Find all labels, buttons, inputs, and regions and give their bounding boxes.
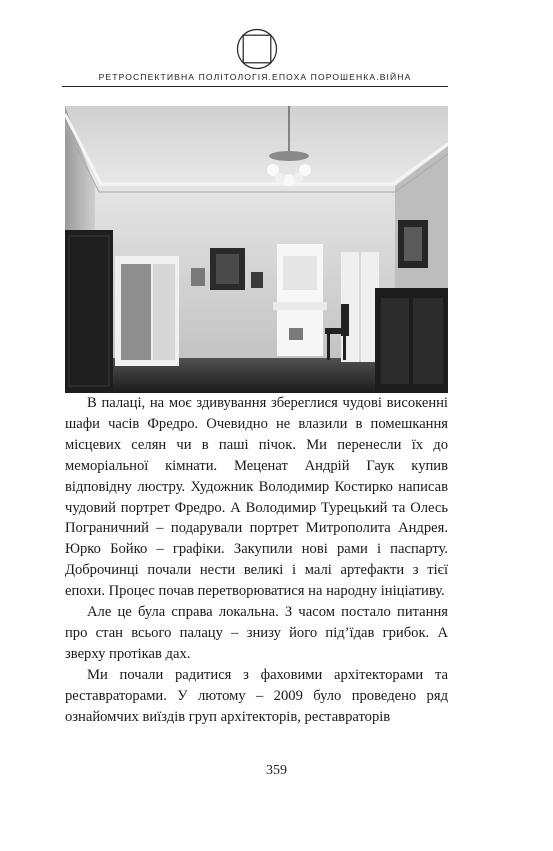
circle-square-emblem-icon <box>236 28 278 70</box>
paragraph: Ми почали радитися з фаховими архітекторами та реставраторами. У лютому – 2009 було проведено ряд ознайомчих виїздів груп архітекторів, реставраторів <box>65 666 448 725</box>
paragraph: В палаці, на моє здивування збереглися чудові високенні шафи часів Фредро. Очевидно не влазили в помешкання місцевих селян чи в паші пічок. Ми перенесли їх до меморіальної кімнати. Меценат Андрій Гаук купив відповідну люстру. Художник Володимир Костирко написав чудовий портрет Фредро. А Володимир Турецький та Олесь Пограничний – подарували портрет Митрополита Андрея. Юрко Бойко – графіки. Закупили нові рами і паспарту. Доброчинці почали нести великі і малі артефакти з тієї епохи. Процес почав перетворюватися на народну ініціативу. <box>65 395 448 600</box>
page-number: 359 <box>266 763 287 778</box>
header-rule <box>62 86 448 87</box>
body-text <box>65 393 448 728</box>
paragraph: Але це була справа локальна. З часом постало питання про стан всього палацу – знизу його під’їдав грибок. А зверху протікав дах. <box>65 604 448 662</box>
palace-interior-photo <box>65 106 448 393</box>
running-header: РЕТРОСПЕКТИВНА ПОЛІТОЛОГІЯ.ЕПОХА ПОРОШЕНКА.ВІЙНА <box>98 72 412 82</box>
